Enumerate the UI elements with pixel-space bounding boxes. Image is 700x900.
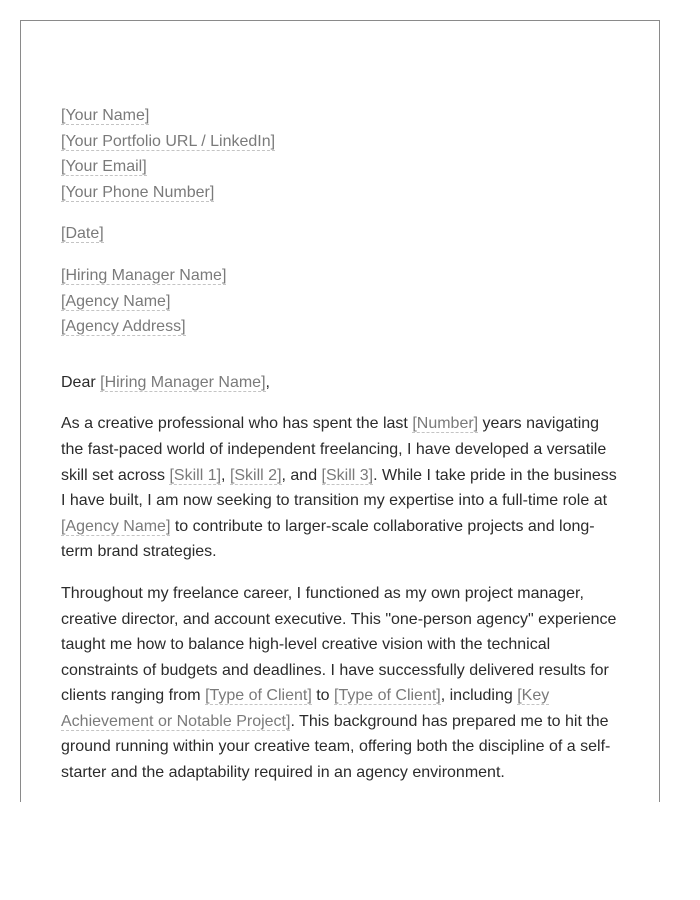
placeholder-skill-1[interactable]: [Skill 1] — [169, 466, 222, 484]
paragraph-text: to — [311, 687, 335, 705]
document-page — [20, 20, 660, 802]
placeholder-number[interactable]: [Number] — [412, 415, 479, 433]
paragraph-text: , and — [281, 466, 322, 484]
letter-body — [61, 103, 623, 802]
placeholder-skill-3[interactable]: [Skill 3] — [321, 466, 374, 484]
paragraph-text: to contribute to larger-scale collaborative projects and long-term brand strategies. — [61, 517, 595, 561]
sender-block — [61, 103, 623, 205]
salutation-suffix: , — [265, 373, 270, 391]
paragraph-text: . While I take pride in the business I have built, I am now seeking to transition my expertise into a full-time role at — [61, 466, 617, 510]
placeholder-hiring-manager[interactable]: [Hiring Manager Name] — [61, 266, 227, 284]
placeholder-date[interactable]: [Date] — [61, 225, 104, 243]
salutation — [61, 370, 623, 396]
recipient-block — [61, 263, 623, 340]
placeholder-email[interactable]: [Your Email] — [61, 158, 147, 176]
date-block — [61, 221, 623, 247]
placeholder-client-type-1[interactable]: [Type of Client] — [205, 687, 312, 705]
paragraph-2 — [61, 581, 623, 786]
placeholder-agency-name-inline[interactable]: [Agency Name] — [61, 517, 171, 535]
placeholder-key-achievement[interactable]: [Key Achievement or Notable Project] — [61, 687, 550, 730]
paragraph-text: , including — [440, 687, 518, 705]
paragraph-text: As a creative professional who has spent the last — [61, 415, 413, 433]
paragraph-text: . This background has prepared me to hit the ground running within your creative team, offering both the discipline of a self-starter and the adaptability required in an agency environment. — [61, 712, 611, 782]
paragraph-1 — [61, 411, 623, 565]
placeholder-phone[interactable]: [Your Phone Number] — [61, 183, 215, 201]
paragraph-text: Throughout my freelance career, I functioned as my own project manager, creative director, and account executive. This "one-person agency" experience taught me how to balance high-level creative vision with the technical constraints of budgets and deadlines. I have successfully delivered results for clients ranging from — [61, 584, 617, 705]
placeholder-skill-2[interactable]: [Skill 2] — [229, 466, 282, 484]
placeholder-salutation-name[interactable]: [Hiring Manager Name] — [100, 373, 266, 391]
placeholder-portfolio[interactable]: [Your Portfolio URL / LinkedIn] — [61, 132, 276, 150]
placeholder-client-type-2[interactable]: [Type of Client] — [334, 687, 441, 705]
salutation-prefix: Dear — [61, 373, 101, 391]
paragraph-text: , — [221, 466, 230, 484]
placeholder-agency-name[interactable]: [Agency Name] — [61, 292, 171, 310]
paragraph-text: years navigating the fast-paced world of independent freelancing, I have developed a versatile skill set across — [61, 415, 607, 484]
placeholder-agency-address[interactable]: [Agency Address] — [61, 318, 186, 336]
placeholder-your-name[interactable]: [Your Name] — [61, 107, 150, 124]
